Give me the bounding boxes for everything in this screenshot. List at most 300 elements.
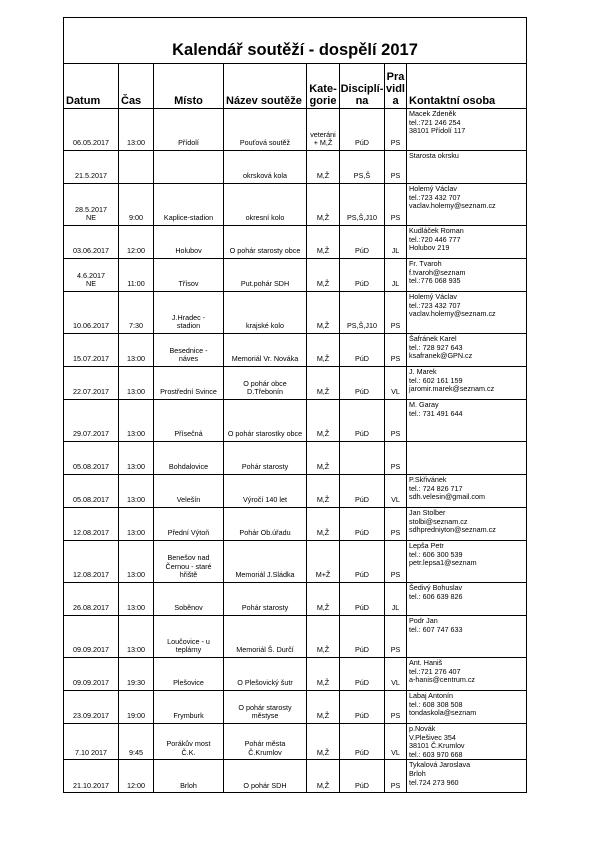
cell-line: M,Ž: [316, 429, 330, 439]
cell-cas: [119, 259, 154, 292]
cell-line: PS: [390, 429, 401, 439]
contact-line: Holemý Václav: [409, 292, 457, 301]
cell-misto: [154, 760, 224, 793]
contact-line: tel.: 607 747 633: [409, 624, 463, 634]
cell-line: 9:45: [129, 747, 143, 757]
cell-line: 13:00: [127, 462, 145, 472]
cell-kontakt: [407, 226, 527, 259]
cell-cas: [119, 658, 154, 691]
cell-line: Prostřední Svince: [160, 387, 217, 397]
cell-line: Č.Krumlov: [248, 747, 282, 757]
cell-pravidla: [385, 583, 407, 616]
contact-line: stolbi@seznam.cz: [409, 516, 468, 526]
cell-kontakt: [407, 508, 527, 541]
cell-line: 15.07.2017: [73, 354, 109, 364]
cell-nazev: [224, 259, 307, 292]
column-header-datum: [64, 64, 119, 109]
cell-disciplina: [340, 151, 385, 184]
cell-line: M,Ž: [316, 387, 330, 397]
cell-line: O pohár starosty obce: [229, 246, 301, 256]
cell-kontakt: [407, 109, 527, 151]
cell-datum: [64, 541, 119, 583]
cell-line: 13:00: [127, 495, 145, 505]
cell-pravidla: [385, 367, 407, 400]
cell-datum: [64, 226, 119, 259]
cell-datum: [64, 400, 119, 442]
cell-line: VL: [391, 747, 400, 757]
cell-misto: [154, 475, 224, 508]
cell-cas: [119, 760, 154, 793]
cell-kontakt: [407, 658, 527, 691]
cell-misto: [154, 616, 224, 658]
cell-kategorie: [307, 691, 340, 724]
cell-pravidla: [385, 184, 407, 226]
table-row: [64, 334, 527, 367]
cell-line: 19:00: [127, 711, 145, 721]
table-row: [64, 508, 527, 541]
cell-cas: [119, 724, 154, 760]
contact-line: tel.:721 276 407: [409, 666, 461, 676]
cell-line: PS: [390, 570, 401, 580]
cell-line: 13:00: [127, 645, 145, 655]
cell-line: PúD: [355, 528, 369, 538]
cell-line: Besednice -: [169, 345, 208, 355]
cell-line: Č.K.: [181, 747, 196, 757]
table-row: [64, 400, 527, 442]
column-header-label: Místo: [174, 95, 203, 107]
cell-nazev: [224, 442, 307, 475]
page-title: Kalendář soutěží - dospělí 2017: [64, 18, 527, 64]
cell-kontakt: [407, 583, 527, 616]
cell-datum: [64, 184, 119, 226]
cell-cas: [119, 367, 154, 400]
cell-line: O pohár SDH: [243, 780, 287, 790]
cell-cas: [119, 583, 154, 616]
cell-line: Frymburk: [173, 711, 204, 721]
contact-line: jaromir.marek@seznam.cz: [409, 384, 495, 394]
contact-line: Šafránek Karel: [409, 334, 457, 343]
contact-line: tel.: 608 308 508: [409, 699, 463, 709]
column-header-label: Kontaktní osoba: [409, 95, 496, 107]
cell-misto: [154, 400, 224, 442]
cell-pravidla: [385, 259, 407, 292]
contact-line: P.Skřivánek: [409, 475, 447, 484]
competition-calendar-sheet: [63, 17, 526, 793]
cell-line: PS: [390, 354, 401, 364]
cell-disciplina: [340, 475, 385, 508]
contact-line: tondaskola@seznam: [409, 708, 477, 718]
cell-pravidla: [385, 151, 407, 184]
cell-misto: [154, 442, 224, 475]
cell-line: M+Ž: [315, 570, 331, 580]
cell-line: M,Ž: [316, 711, 330, 721]
cell-line: M,Ž: [316, 279, 330, 289]
column-header-label: a: [392, 95, 399, 107]
cell-misto: [154, 724, 224, 760]
cell-line: 12:00: [127, 246, 145, 256]
cell-cas: [119, 475, 154, 508]
contact-line: ksafranek@GPN.cz: [409, 351, 473, 361]
cell-kategorie: [307, 475, 340, 508]
cell-line: 12.08.2017: [73, 528, 109, 538]
cell-line: krajské kolo: [246, 321, 284, 331]
contact-line: tel.:720 446 777: [409, 234, 461, 244]
cell-line: 9:00: [129, 213, 143, 223]
cell-nazev: [224, 109, 307, 151]
cell-line: 03.06.2017: [73, 246, 109, 256]
contact-line: Šedivý Bohuslav: [409, 583, 463, 592]
table-row: [64, 760, 527, 793]
column-header-kontakt: [407, 64, 527, 109]
cell-misto: [154, 583, 224, 616]
cell-datum: [64, 508, 119, 541]
contact-line: 38101 Přídolí 117: [409, 126, 466, 136]
contact-line: V.Plešivec 354: [409, 732, 456, 742]
contact-line: tel.:723 432 707: [409, 192, 461, 202]
cell-line: Loučovice - u: [167, 636, 210, 646]
cell-cas: [119, 541, 154, 583]
cell-pravidla: [385, 508, 407, 541]
cell-line: O pohár starosty: [238, 702, 292, 712]
table-row: [64, 151, 527, 184]
cell-line: Brloh: [180, 780, 197, 790]
cell-datum: [64, 109, 119, 151]
cell-line: PS: [390, 171, 401, 181]
cell-nazev: [224, 724, 307, 760]
column-header-label: na: [355, 95, 369, 107]
contact-line: Jan Stolber: [409, 508, 446, 517]
cell-line: 22.07.2017: [73, 387, 109, 397]
cell-line: 23.09.2017: [73, 711, 109, 721]
table-row: [64, 541, 527, 583]
table-row: [64, 691, 527, 724]
cell-line: Put.pohár SDH: [240, 279, 290, 289]
cell-datum: [64, 292, 119, 334]
cell-disciplina: [340, 508, 385, 541]
contact-line: sdhpredniyton@seznam.cz: [409, 525, 496, 535]
contact-line: p.Novák: [409, 724, 436, 733]
table-row: [64, 583, 527, 616]
contact-line: Lepša Petr: [409, 541, 444, 550]
contact-line: Starosta okrsku: [409, 151, 459, 160]
cell-nazev: [224, 367, 307, 400]
cell-datum: [64, 151, 119, 184]
cell-line: JL: [391, 603, 400, 613]
cell-line: PS: [390, 462, 401, 472]
cell-kategorie: [307, 400, 340, 442]
cell-pravidla: [385, 292, 407, 334]
cell-line: Bohdalovice: [168, 462, 209, 472]
cell-disciplina: [340, 658, 385, 691]
cell-line: okrsková kola: [243, 171, 287, 181]
table-row: [64, 109, 527, 151]
cell-line: PúD: [355, 279, 369, 289]
cell-kontakt: [407, 691, 527, 724]
cell-kontakt: [407, 442, 527, 475]
cell-datum: [64, 259, 119, 292]
column-header-misto: [154, 64, 224, 109]
cell-line: PS: [390, 780, 401, 790]
cell-line: PúD: [355, 603, 369, 613]
column-header-label: vidl: [386, 83, 405, 95]
cell-kategorie: [307, 367, 340, 400]
cell-line: 09.09.2017: [73, 678, 109, 688]
cell-cas: [119, 616, 154, 658]
contact-line: tel.:776 068 935: [409, 276, 461, 286]
cell-disciplina: [340, 691, 385, 724]
cell-nazev: [224, 658, 307, 691]
cell-kontakt: [407, 616, 527, 658]
cell-line: PS: [390, 711, 401, 721]
cell-datum: [64, 583, 119, 616]
cell-kontakt: [407, 475, 527, 508]
contact-line: Podr Jan: [409, 616, 438, 625]
contact-line: tel.: 731 491 644: [409, 408, 463, 418]
contact-line: Brloh: [409, 768, 426, 778]
cell-nazev: [224, 760, 307, 793]
cell-cas: [119, 442, 154, 475]
cell-line: 19:30: [127, 678, 145, 688]
cell-kontakt: [407, 151, 527, 184]
cell-kategorie: [307, 616, 340, 658]
cell-line: 21.5.2017: [75, 171, 107, 181]
cell-nazev: [224, 226, 307, 259]
cell-line: PS: [390, 528, 401, 538]
cell-datum: [64, 442, 119, 475]
column-header-label: Čas: [121, 95, 142, 107]
cell-pravidla: [385, 658, 407, 691]
column-header-label: Kate-: [309, 83, 337, 95]
cell-line: PúD: [355, 387, 369, 397]
cell-datum: [64, 616, 119, 658]
cell-line: stadion: [176, 321, 201, 331]
cell-line: Kaplice-stadion: [163, 213, 214, 223]
cell-kontakt: [407, 400, 527, 442]
cell-disciplina: [340, 292, 385, 334]
cell-line: PúD: [355, 711, 369, 721]
cell-line: M,Ž: [316, 321, 330, 331]
cell-line: M,Ž: [316, 213, 330, 223]
cell-datum: [64, 724, 119, 760]
cell-cas: [119, 184, 154, 226]
cell-line: Pohár starosty: [241, 462, 289, 472]
column-header-label: Disciplí-: [340, 83, 384, 95]
cell-line: PS: [390, 138, 401, 148]
cell-kontakt: [407, 367, 527, 400]
cell-nazev: [224, 334, 307, 367]
cell-line: Výročí 140 let: [243, 495, 287, 505]
cell-disciplina: [340, 541, 385, 583]
cell-line: 26.08.2017: [73, 603, 109, 613]
cell-line: M,Ž: [316, 354, 330, 364]
cell-nazev: [224, 583, 307, 616]
cell-pravidla: [385, 109, 407, 151]
cell-cas: [119, 691, 154, 724]
cell-nazev: [224, 475, 307, 508]
cell-kategorie: [307, 109, 340, 151]
cell-misto: [154, 691, 224, 724]
table-header-row: [64, 64, 527, 109]
contact-line: Fr. Tvaroh: [409, 259, 442, 268]
column-header-kategorie: [307, 64, 340, 109]
cell-line: 13:00: [127, 528, 145, 538]
cell-line: NE: [86, 213, 96, 223]
cell-line: 21.10.2017: [73, 780, 109, 790]
contact-line: a-hanis@centrum.cz: [409, 675, 476, 685]
cell-line: O pohár starostky obce: [227, 429, 303, 439]
cell-line: Pouťová soutěž: [239, 138, 291, 148]
column-header-label: Název soutěže: [226, 95, 302, 107]
cell-line: PS,Š: [353, 171, 371, 181]
contact-line: tel.: 606 639 826: [409, 591, 463, 601]
cell-line: Plešovice: [173, 678, 204, 688]
cell-cas: [119, 508, 154, 541]
cell-kontakt: [407, 724, 527, 760]
cell-nazev: [224, 541, 307, 583]
table-row: [64, 475, 527, 508]
cell-line: 10.06.2017: [73, 321, 109, 331]
cell-datum: [64, 367, 119, 400]
cell-line: 11:00: [127, 279, 145, 289]
cell-misto: [154, 292, 224, 334]
table-row: [64, 616, 527, 658]
cell-line: VL: [391, 495, 400, 505]
cell-line: O Plešovický šutr: [237, 678, 293, 688]
cell-line: Benešov nad: [167, 553, 210, 563]
cell-disciplina: [340, 109, 385, 151]
cell-disciplina: [340, 184, 385, 226]
cell-kontakt: [407, 184, 527, 226]
cell-line: O pohár obce: [243, 378, 287, 388]
column-header-cas: [119, 64, 154, 109]
cell-line: Memoriál J.Sládka: [235, 570, 295, 580]
cell-line: PúD: [355, 354, 369, 364]
contact-line: tel.: 602 161 159: [409, 375, 463, 385]
cell-line: náves: [178, 354, 199, 364]
cell-disciplina: [340, 442, 385, 475]
cell-line: PúD: [355, 570, 369, 580]
cell-line: D.Třebonín: [247, 387, 283, 397]
contact-line: vaclav.holemy@seznam.cz: [409, 309, 496, 319]
cell-line: M,Ž: [316, 171, 330, 181]
cell-line: Pohár Ob.úřadu: [239, 528, 291, 538]
cell-line: 13:00: [127, 429, 145, 439]
cell-kategorie: [307, 724, 340, 760]
cell-nazev: [224, 400, 307, 442]
cell-line: J.Hradec -: [171, 312, 206, 322]
contact-line: tel.: 603 970 668: [409, 749, 463, 759]
cell-line: Černou - staré: [165, 561, 212, 571]
column-header-pravidla: [385, 64, 407, 109]
cell-line: VL: [391, 387, 400, 397]
cell-kategorie: [307, 658, 340, 691]
cell-misto: [154, 259, 224, 292]
cell-disciplina: [340, 616, 385, 658]
contact-line: Tykalová Jaroslava: [409, 760, 471, 770]
contact-line: tel.724 273 960: [409, 777, 459, 787]
cell-line: veteráni: [310, 129, 336, 139]
contact-line: Macek Zdeněk: [409, 109, 457, 118]
contact-line: tel.: 728 927 643: [409, 342, 463, 352]
cell-line: 05.08.2017: [73, 462, 109, 472]
cell-line: VL: [391, 678, 400, 688]
cell-kontakt: [407, 292, 527, 334]
cell-line: PS,Š,J10: [347, 321, 377, 331]
contact-line: J. Marek: [409, 367, 437, 376]
cell-line: 28.5.2017: [75, 204, 107, 214]
table-row: [64, 442, 527, 475]
cell-line: 09.09.2017: [73, 645, 109, 655]
cell-line: M,Ž: [316, 645, 330, 655]
cell-line: Přední Výtoň: [167, 528, 210, 538]
cell-misto: [154, 184, 224, 226]
column-header-label: Pra: [386, 71, 405, 83]
contact-line: tel.:721 246 254: [409, 117, 461, 127]
cell-line: PúD: [355, 138, 369, 148]
cell-line: 7:30: [129, 321, 143, 331]
cell-line: Třísov: [178, 279, 199, 289]
cell-line: PS: [390, 213, 401, 223]
cell-line: 12:00: [127, 780, 145, 790]
cell-line: 13:00: [127, 354, 145, 364]
cell-pravidla: [385, 724, 407, 760]
cell-kontakt: [407, 334, 527, 367]
cell-kategorie: [307, 292, 340, 334]
table-row: [64, 292, 527, 334]
table-row: [64, 226, 527, 259]
cell-line: městyse: [251, 711, 279, 721]
cell-nazev: [224, 616, 307, 658]
cell-cas: [119, 334, 154, 367]
cell-disciplina: [340, 259, 385, 292]
cell-line: M,Ž: [316, 603, 330, 613]
contact-line: petr.lepsa1@seznam: [409, 558, 477, 568]
contact-line: tel.: 606 300 539: [409, 549, 463, 559]
cell-line: M,Ž: [316, 747, 330, 757]
cell-line: M,Ž: [316, 780, 330, 790]
cell-pravidla: [385, 475, 407, 508]
cell-misto: [154, 109, 224, 151]
cell-line: 29.07.2017: [73, 429, 109, 439]
cell-kontakt: [407, 760, 527, 793]
column-header-disciplina: [340, 64, 385, 109]
cell-line: 13:00: [127, 138, 145, 148]
contact-line: f.tvaroh@seznam: [409, 267, 466, 277]
contact-line: Holubov 219: [409, 243, 450, 253]
cell-cas: [119, 400, 154, 442]
cell-line: okresní kolo: [245, 213, 285, 223]
cell-nazev: [224, 691, 307, 724]
cell-line: 13:00: [127, 603, 145, 613]
cell-line: PúD: [355, 678, 369, 688]
cell-line: 7.10 2017: [75, 747, 107, 757]
cell-line: Pohár města: [244, 739, 286, 749]
cell-nazev: [224, 184, 307, 226]
cell-kontakt: [407, 541, 527, 583]
cell-kategorie: [307, 541, 340, 583]
cell-disciplina: [340, 400, 385, 442]
cell-cas: [119, 109, 154, 151]
contact-line: Labaj Antonín: [409, 691, 453, 700]
table-row: [64, 658, 527, 691]
cell-line: M,Ž: [316, 462, 330, 472]
cell-cas: [119, 151, 154, 184]
contact-line: tel.:723 432 707: [409, 300, 461, 310]
cell-disciplina: [340, 760, 385, 793]
cell-pravidla: [385, 400, 407, 442]
cell-line: 13:00: [127, 387, 145, 397]
calendar-table: [63, 17, 527, 793]
